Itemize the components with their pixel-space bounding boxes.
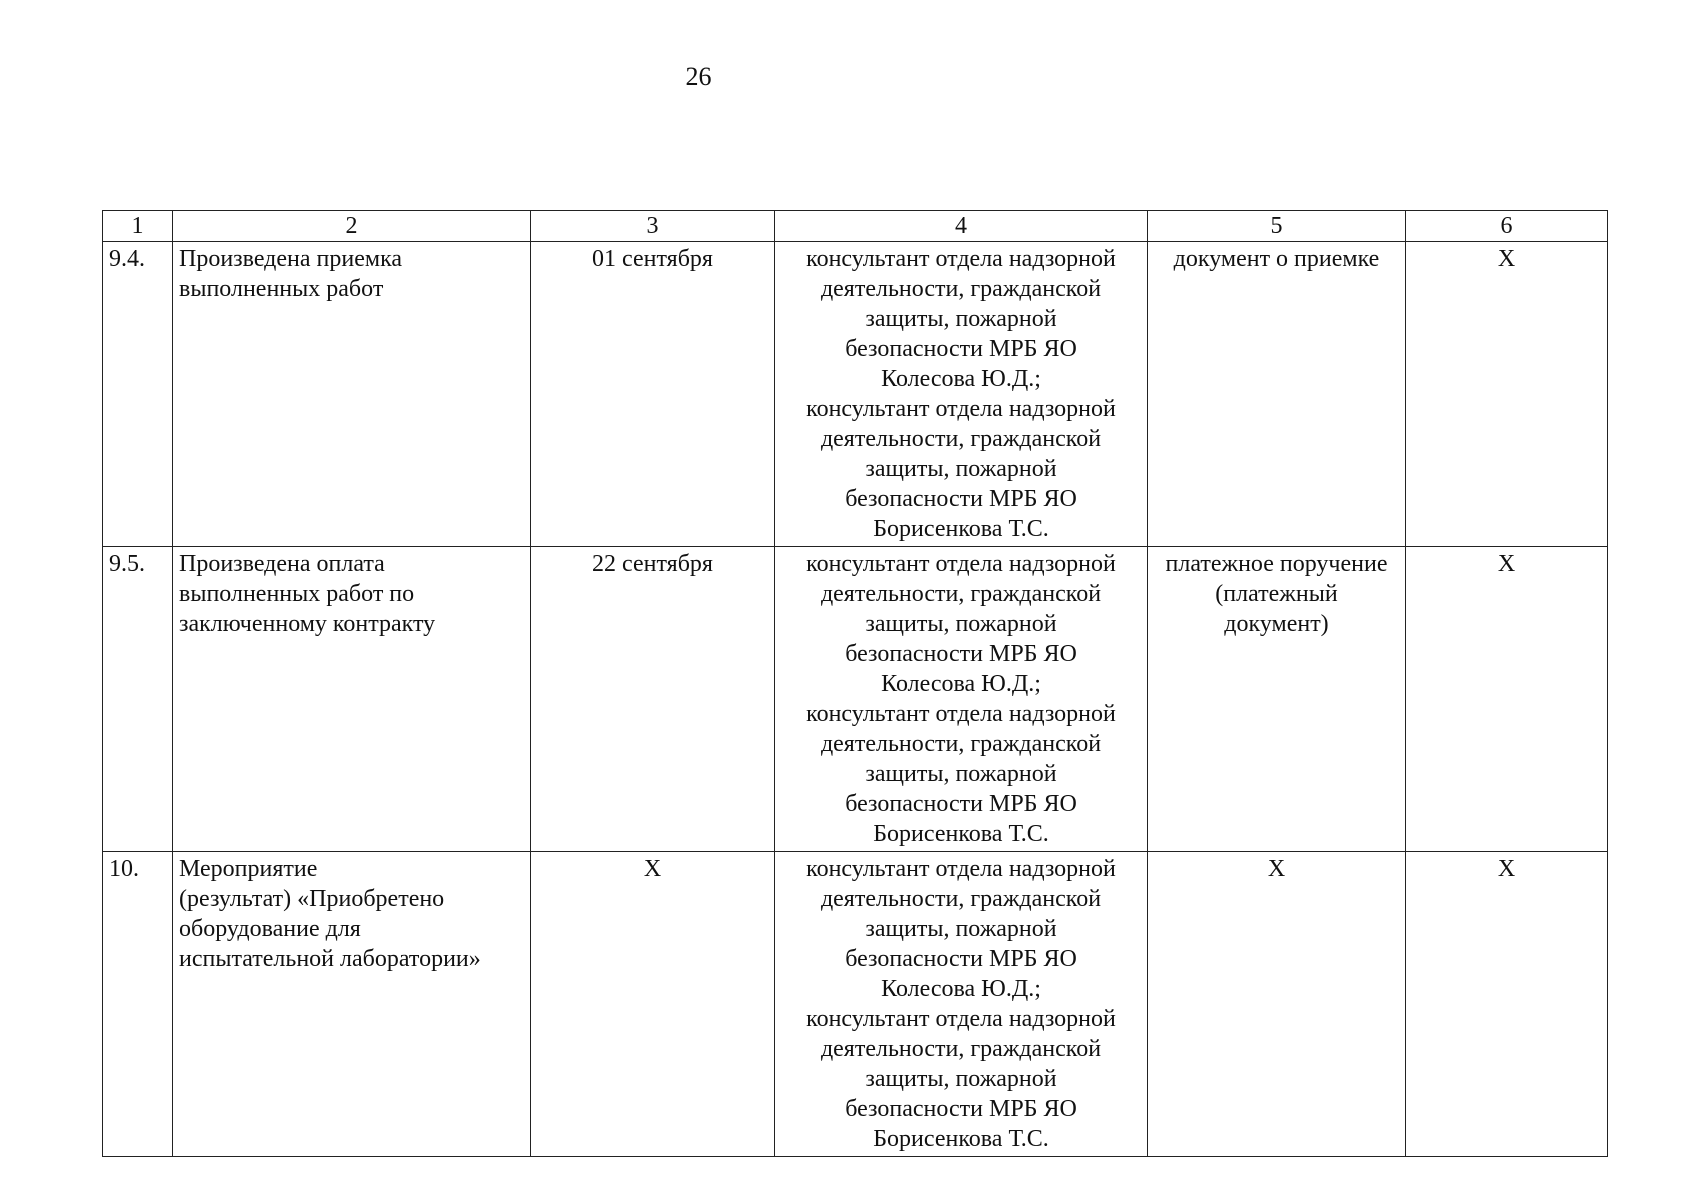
responsible-line: консультант отдела надзорной	[806, 551, 1116, 577]
responsible-line: Борисенкова Т.С.	[873, 821, 1049, 847]
confirming-document	[1148, 547, 1406, 852]
activity-name-line: испытательной лаборатории»	[179, 946, 481, 972]
document-line: (платежный	[1215, 581, 1338, 607]
responsible-line: безопасности МРБ ЯО	[845, 946, 1077, 972]
document-line: Х	[1267, 856, 1286, 882]
responsible-line: защиты, пожарной	[865, 456, 1057, 482]
responsible-person	[775, 852, 1148, 1157]
activity-name	[173, 242, 531, 547]
responsible-line: деятельности, гражданской	[820, 276, 1102, 302]
confirming-document	[1148, 242, 1406, 547]
responsible-line: деятельности, гражданской	[820, 581, 1102, 607]
responsible-line: деятельности, гражданской	[820, 1036, 1102, 1062]
activity-name-line: Произведена приемка	[179, 246, 403, 272]
responsible-person	[775, 242, 1148, 547]
row-number: 9.5.	[103, 547, 173, 852]
mark-cell: Х	[1406, 547, 1608, 852]
activity-name-line: (результат) «Приобретено	[179, 886, 445, 912]
column-header: 6	[1406, 211, 1608, 242]
table-row	[103, 547, 1608, 852]
column-header: 5	[1148, 211, 1406, 242]
responsible-line: безопасности МРБ ЯО	[845, 486, 1077, 512]
column-header: 3	[531, 211, 775, 242]
row-number: 9.4.	[103, 242, 173, 547]
deadline-date: 22 сентября	[531, 547, 775, 852]
column-header: 2	[173, 211, 531, 242]
responsible-line: безопасности МРБ ЯО	[845, 641, 1077, 667]
confirming-document	[1148, 852, 1406, 1157]
table-row	[103, 852, 1608, 1157]
mark-cell: Х	[1406, 242, 1608, 547]
document-line: документ о приемке	[1173, 246, 1380, 272]
column-header: 1	[103, 211, 173, 242]
responsible-line: защиты, пожарной	[865, 306, 1057, 332]
responsible-line: безопасности МРБ ЯО	[845, 1096, 1077, 1122]
activity-name-line: выполненных работ по	[179, 581, 415, 607]
page-number: 26	[685, 62, 712, 91]
column-header: 4	[775, 211, 1148, 242]
row-number: 10.	[103, 852, 173, 1157]
responsible-line: безопасности МРБ ЯО	[845, 791, 1077, 817]
deadline-date: Х	[531, 852, 775, 1157]
responsible-line: деятельности, гражданской	[820, 731, 1102, 757]
responsible-line: консультант отдела надзорной	[806, 701, 1116, 727]
responsible-line: консультант отдела надзорной	[806, 1006, 1116, 1032]
document-line: документ)	[1224, 611, 1329, 637]
deadline-date: 01 сентября	[531, 242, 775, 547]
responsible-person	[775, 547, 1148, 852]
responsible-line: безопасности МРБ ЯО	[845, 336, 1077, 362]
activity-name-line: Мероприятие	[179, 856, 318, 882]
document-line: платежное поручение	[1165, 551, 1388, 577]
activity-name	[173, 547, 531, 852]
responsible-line: Колесова Ю.Д.;	[881, 671, 1041, 697]
responsible-line: защиты, пожарной	[865, 916, 1057, 942]
responsible-line: защиты, пожарной	[865, 1066, 1057, 1092]
responsible-line: защиты, пожарной	[865, 761, 1057, 787]
responsible-line: Борисенкова Т.С.	[873, 1126, 1049, 1152]
responsible-line: Борисенкова Т.С.	[873, 516, 1049, 542]
activity-name-line: оборудование для	[179, 916, 361, 942]
mark-cell: Х	[1406, 852, 1608, 1157]
responsible-line: деятельности, гражданской	[820, 886, 1102, 912]
activity-name-line: выполненных работ	[179, 276, 384, 302]
activity-name-line: заключенному контракту	[179, 611, 436, 637]
plan-table	[102, 210, 1608, 1157]
responsible-line: защиты, пожарной	[865, 611, 1057, 637]
responsible-line: консультант отдела надзорной	[806, 396, 1116, 422]
responsible-line: консультант отдела надзорной	[806, 246, 1116, 272]
responsible-line: консультант отдела надзорной	[806, 856, 1116, 882]
table-header-row	[103, 211, 1608, 242]
responsible-line: Колесова Ю.Д.;	[881, 366, 1041, 392]
responsible-line: Колесова Ю.Д.;	[881, 976, 1041, 1002]
responsible-line: деятельности, гражданской	[820, 426, 1102, 452]
table-row	[103, 242, 1608, 547]
activity-name	[173, 852, 531, 1157]
activity-name-line: Произведена оплата	[179, 551, 385, 577]
